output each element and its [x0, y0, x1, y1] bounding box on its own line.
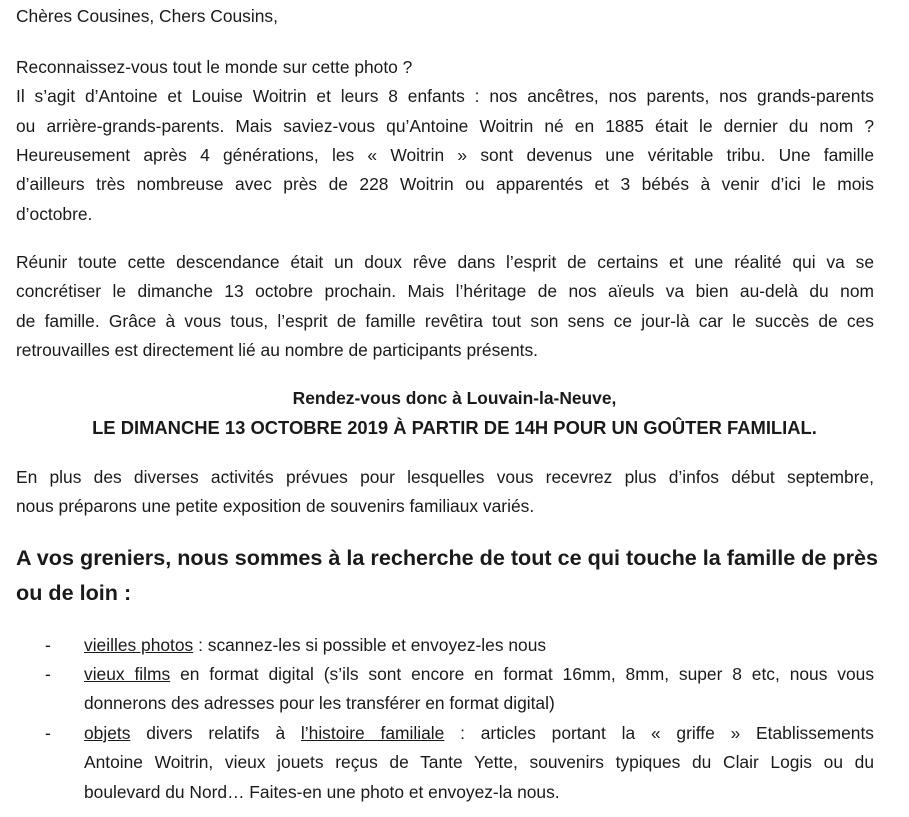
reunion-line-3: de famille. Grâce à vous tous, l’esprit de famille revêtira tout son sens ce jour-là car le succès de ces: [16, 311, 874, 331]
intro-line-1: Reconnaissez-vous tout le monde sur cette photo ?: [16, 57, 413, 77]
bullet-dash: -: [45, 664, 51, 684]
list-item-line: donnerons des adresses pour les transférer en format digital): [84, 693, 555, 713]
list-item-line: Antoine Woitrin, vieux jouets reçus de Tante Yette, souvenirs typiques du Clair Logis ou du: [84, 752, 874, 772]
exhibition-line-2: nous préparons une petite exposition de souvenirs familiaux variés.: [16, 496, 535, 516]
bullet-dash: -: [45, 723, 51, 743]
list-item-keyword: objets: [84, 723, 131, 743]
list-item-line: objets divers relatifs à l’histoire familiale : articles portant la « griffe » Etablissements: [84, 723, 874, 743]
reunion-line-2: concrétiser le dimanche 13 octobre prochain. Mais l’héritage de nos aïeuls va bien au-delà du nom: [16, 281, 874, 301]
bullet-dash: -: [45, 635, 51, 655]
reunion-line-1: Réunir toute cette descendance était un doux rêve dans l’esprit de certains et une réalité qui va se: [16, 252, 874, 272]
list-item-keyword: vieilles photos: [84, 635, 194, 655]
greeting: Chères Cousines, Chers Cousins,: [16, 6, 278, 26]
list-item-line: boulevard du Nord… Faites-en une photo et envoyez-la nous.: [84, 782, 560, 802]
intro-line-2: Il s’agit d’Antoine et Louise Woitrin et leurs 8 enfants : nos ancêtres, nos parents, nos grands-parents: [16, 86, 874, 106]
reunion-line-4: retrouvailles est directement lié au nombre de participants présents.: [16, 340, 538, 360]
list-item-line: vieilles photos : scannez-les si possible et envoyez-les nous: [84, 635, 547, 655]
intro-line-4: Heureusement après 4 générations, les « Woitrin » sont devenus une véritable tribu. Une famille: [16, 145, 874, 165]
list-item-keyword: l’histoire familiale: [300, 723, 445, 743]
list-item-line: vieux films en format digital (s’ils sont encore en format 16mm, 8mm, super 8 etc, nous vous: [84, 664, 875, 684]
intro-line-3: ou arrière-grands-parents. Mais saviez-vous qu’Antoine Woitrin né en 1885 était le dernier du nom ?: [16, 116, 874, 136]
list-item-keyword: vieux films: [84, 664, 171, 684]
rendezvous-line: Rendez-vous donc à Louvain-la-Neuve,: [292, 388, 617, 408]
intro-line-6: d’octobre.: [16, 204, 93, 224]
call-heading-line-2: ou de loin :: [16, 580, 132, 605]
call-heading-line-1: A vos greniers, nous sommes à la recherche de tout ce qui touche la famille de près: [16, 545, 879, 570]
exhibition-line-1: En plus des diverses activités prévues pour lesquelles vous recevrez plus d’infos début septembre,: [16, 467, 874, 487]
intro-line-5: d’ailleurs très nombreuse avec près de 228 Woitrin ou apparentés et 3 bébés à venir d’ici le mois: [16, 174, 874, 194]
event-date-line: LE DIMANCHE 13 OCTOBRE 2019 À PARTIR DE 14H POUR UN GOÛTER FAMILIAL.: [92, 417, 817, 438]
